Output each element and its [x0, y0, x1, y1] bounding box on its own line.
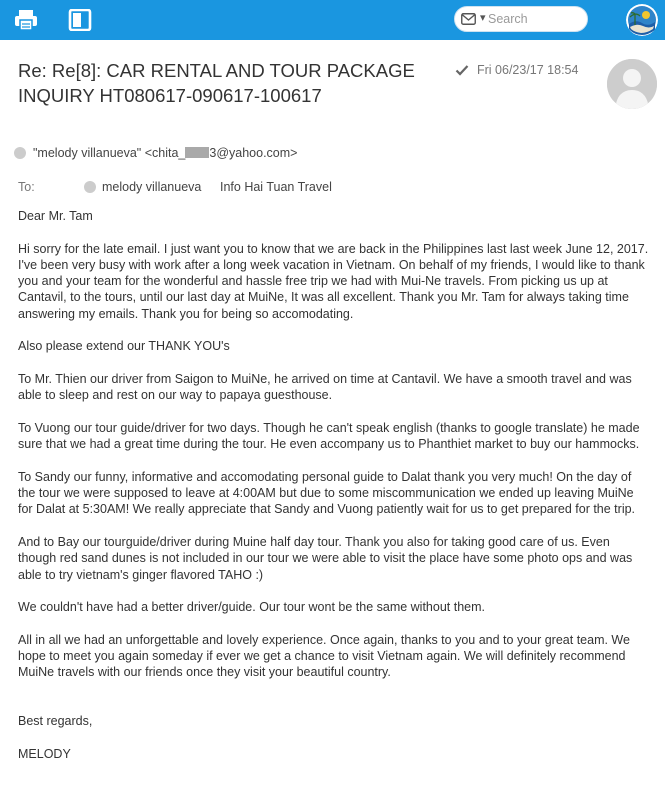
sender-avatar — [607, 59, 657, 109]
body-paragraph: Hi sorry for the late email. I just want you to know that we are back in the Philippines last last week June 12, 2017. I've been very busy with work after a long week vacation in Vietnam. On behalf of my friends, I would like to thank you and your team for the wonderful and hassle free trip we had with Mui-Ne travels. From picking us up at Cantavil, to the tours, until our last day at MuiNe, It was all excellent. Thank you Mr. Tam for always taking time answering my emails. Thank you for being so accomodating. — [18, 241, 649, 321]
body-paragraph: And to Bay our tourguide/driver during Muine half day tour. Thank you also for taking good care of us. Even though red sand dunes is not included in our tour we were able to visit the place have some photo ops and was able to try vietnam's ginger flavored TAHO :) — [18, 534, 633, 582]
recipient-chip[interactable] — [220, 180, 332, 194]
recipient-name: Info Hai Tuan Travel — [220, 180, 332, 194]
window-icon[interactable] — [68, 9, 92, 31]
body-paragraph: All in all we had an unforgettable and lovely experience. Once again, thanks to you and to your great team. We hope to meet you again someday if ever we get a chance to visit Vietnam again. We will definitely recommend MuiNe travels with our friends once they visit your beautiful country. — [18, 632, 630, 680]
greeting: Dear Mr. Tam — [18, 209, 93, 223]
body-paragraph: To Sandy our funny, informative and accomodating personal guide to Dalat thank you very much! On the day of the tour we were supposed to leave at 4:00AM but due to some miscommunication we ended up leaving MuiNe for Dalat at 5:30AM! We really appreciate that Sandy and Vuong patiently wait for us to get prepared for the trip. — [18, 469, 636, 517]
checkmark-icon — [455, 64, 469, 76]
closing: Best regards, — [18, 714, 93, 729]
mail-icon[interactable] — [461, 13, 476, 25]
recipient-chip[interactable] — [84, 180, 201, 194]
spacer — [18, 697, 650, 713]
body-paragraph: To Vuong our tour guide/driver for two days. Though he can't speak english (thanks to google translate) he made sure that we had a great time during the tour. He even accompany us to Phanthiet market to buy our hammocks. — [18, 420, 640, 452]
body-paragraph: To Mr. Thien our driver from Saigon to MuiNe, he arrived on time at Cantavil. We have a smooth travel and was able to sleep and rest on our way to papaya guesthouse. — [18, 371, 632, 403]
email-from[interactable] — [14, 146, 297, 162]
sender-status-dot — [14, 147, 26, 159]
company-logo[interactable] — [626, 4, 658, 36]
search-input[interactable] — [488, 10, 580, 28]
email-subject: Re: Re[8]: CAR RENTAL AND TOUR PACKAGE INQUIRY HT080617-090617-100617 — [18, 60, 415, 106]
search-box[interactable] — [454, 6, 588, 32]
body-paragraph: Also please extend our THANK YOU's — [18, 339, 230, 354]
recipient-status-dot — [84, 181, 96, 193]
email-body — [18, 208, 650, 778]
redacted-block — [185, 147, 209, 158]
print-icon[interactable] — [14, 9, 38, 31]
body-paragraph: We couldn't have had a better driver/guide. Our tour wont be the same without them. — [18, 600, 485, 615]
to-label: To: — [18, 180, 35, 194]
from-address-suffix: 3@yahoo.com> — [209, 146, 298, 160]
toolbar — [0, 0, 665, 40]
signature: MELODY — [18, 746, 71, 761]
email-date-text: Fri 06/23/17 18:54 — [477, 63, 579, 77]
chevron-down-icon[interactable]: ▾ — [480, 12, 486, 24]
recipient-name: melody villanueva — [102, 180, 202, 194]
from-address-prefix: "melody villanueva" <chita_ — [33, 146, 186, 160]
